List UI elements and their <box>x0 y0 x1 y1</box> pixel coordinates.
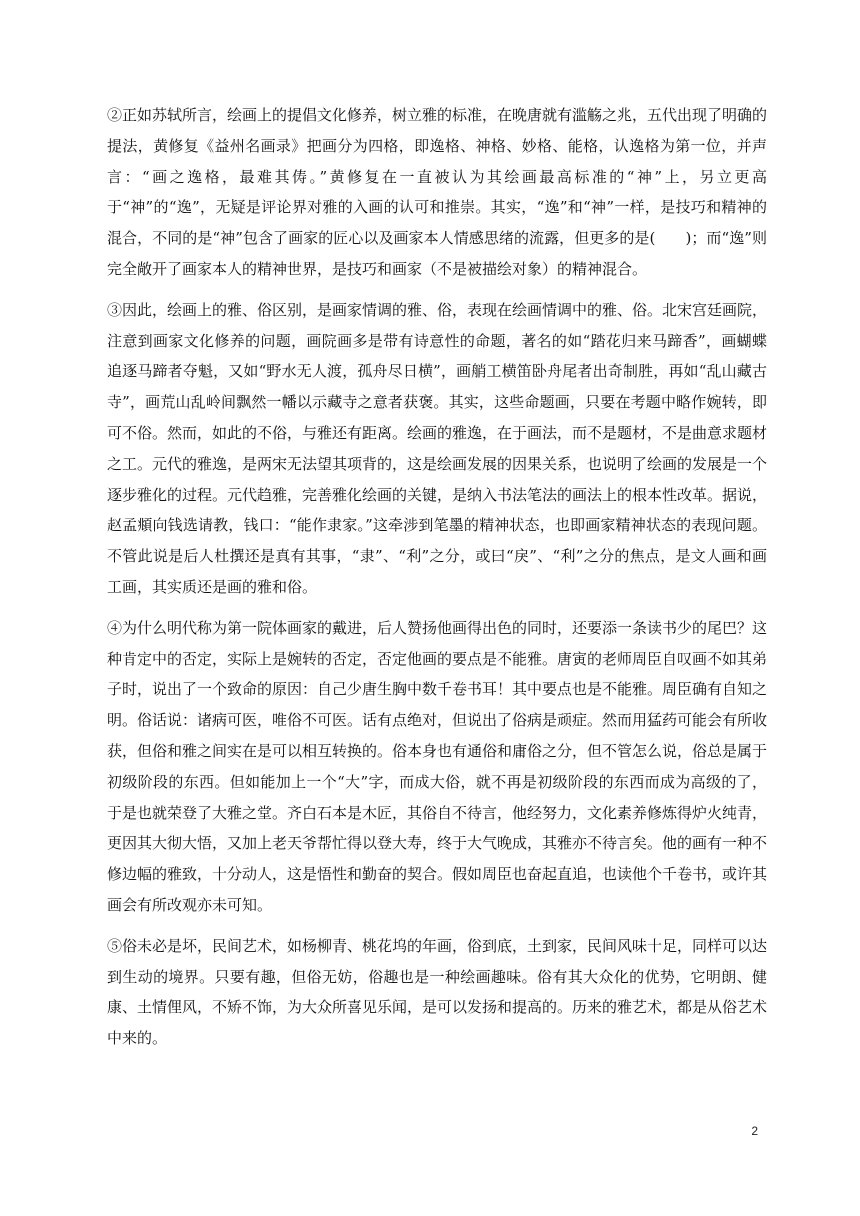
paragraph-5: ⑤俗未必是坏，民间艺术，如杨柳青、桃花坞的年画，俗到底，土到家，民间风味十足，同样可以达到生动的境界。只要有趣，但俗无妨，俗趣也是一种绘画趣味。俗有其大众化的优势，它明朗、健康、土情俚风，不矫不饰，为大众所喜见乐闻，是可以发扬和提高的。历来的雅艺术，都是从俗艺术中来的。 <box>107 936 768 1048</box>
article-body <box>107 100 767 1064</box>
paragraph-2: ②正如苏轼所言，绘画上的提倡文化修养，树立雅的标准，在晚唐就有滥觞之兆，五代出现了明确的提法，黄修复《益州名画录》把画分为四格，即逸格、神格、妙格、能格，认逸格为第一位，并声言：“画之逸格，最难其俦。”黄修复在一直被认为其绘画最高标准的“神”上，另立更高于“神”的“逸”，无疑是评论界对雅的入画的认可和推崇。其实，“逸”和“神”一样，是技巧和精神的混合，不同的是“神”包含了画家的匠心以及画家本人情感思绪的流露，但更多的是( )；而“逸”则完全敞开了画家本人的精神世界，是技巧和画家（不是被描绘对象）的精神混合。 <box>107 106 768 278</box>
paragraph-3: ③因此，绘画上的雅、俗区别，是画家情调的雅、俗，表现在绘画情调中的雅、俗。北宋宫廷画院，注意到画家文化修养的问题，画院画多是带有诗意性的命题，著名的如“踏花归来马蹄香”，画蝴蝶追逐马蹄者夺魁，又如“野水无人渡，孤舟尽日横”，画艄工横笛卧舟尾者出奇制胜，再如“乱山藏古寺”，画荒山乱岭间飘然一幡以示藏寺之意者获褒。其实，这些命题画，只要在考题中略作婉转，即可不俗。然而，如此的不俗，与雅还有距离。绘画的雅逸，在于画法，而不是题材，不是曲意求题材之工。元代的雅逸，是两宋无法望其项背的，这是绘画发展的因果关系，也说明了绘画的发展是一个逐步雅化的过程。元代趋雅，完善雅化绘画的关键，是纳入书法笔法的画法上的根本性改革。据说，赵孟頫向钱选请教，钱口：“能作隶家。”这牵涉到笔墨的精神状态，也即画家精神状态的表现问题。不管此说是后人杜撰还是真有其事，“隶”、“利”之分，或曰“戾”、“利”之分的焦点，是文人画和画工画，其实质还是画的雅和俗。 <box>107 300 768 596</box>
page-number: 2 <box>751 1124 758 1138</box>
paragraph-4: ④为什么明代称为第一院体画家的戴进，后人赞扬他画得出色的同时，还要添一条读书少的尾巴？这种肯定中的否定，实际上是婉转的否定，否定他画的要点是不能雅。唐寅的老师周臣自叹画不如其弟子时，说出了一个致命的原因：自己少唐生胸中数千卷书耳！其中要点也是不能雅。周臣确有自知之明。俗话说：诸病可医，唯俗不可医。话有点绝对，但说出了俗病是顽症。然而用猛药可能会有所收获，但俗和雅之间实在是可以相互转换的。俗本身也有通俗和庸俗之分，但不管怎么说，俗总是属于初级阶段的东西。但如能加上一个“大”字，而成大俗，就不再是初级阶段的东西而成为高级的了，于是也就荣登了大雅之堂。齐白石本是木匠，其俗自不待言，他经努力，文化素养修炼得炉火纯青，更因其大彻大悟，又加上老天爷帮忙得以登大寿，终于大气晚成，其雅亦不待言矣。他的画有一种不修边幅的雅致，十分动人，这是悟性和勤奋的契合。假如周臣也奋起直追，也读他个千卷书，或许其画会有所改观亦未可知。 <box>107 618 768 914</box>
